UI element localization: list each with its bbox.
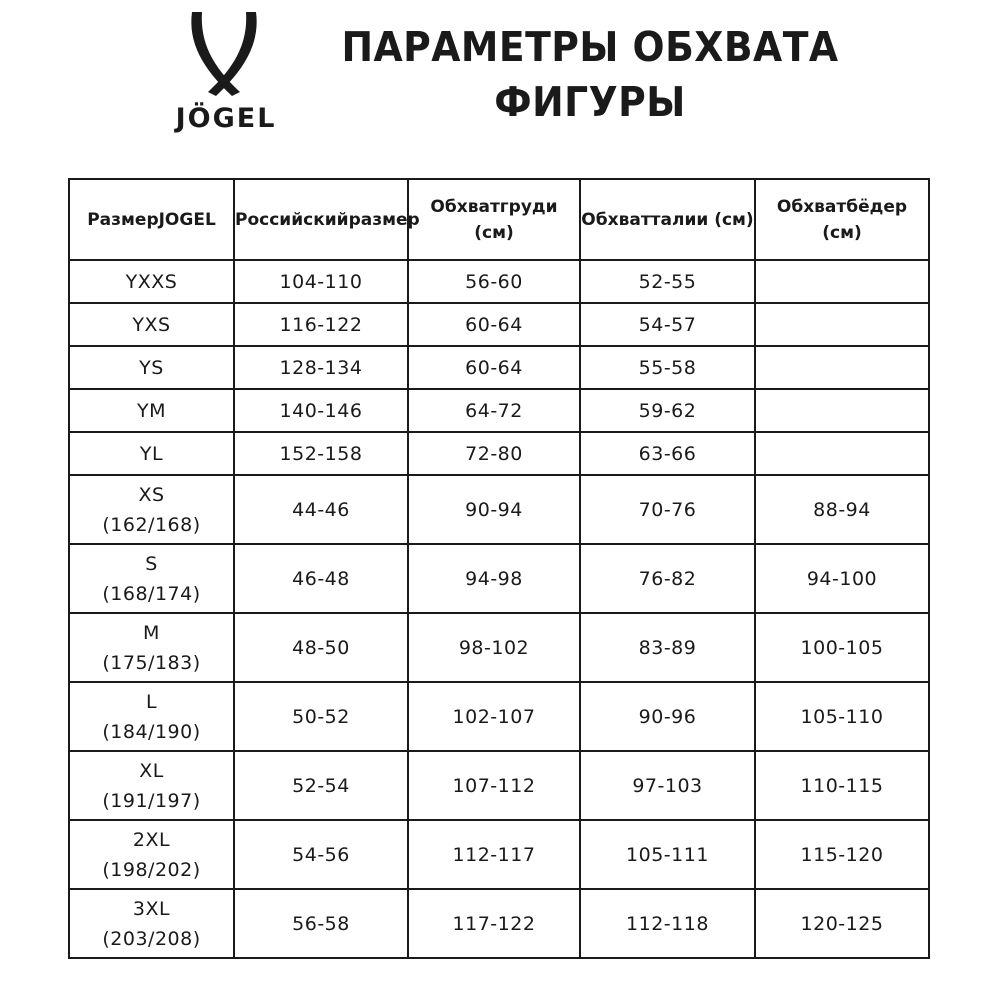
cell-hips: 88-94 xyxy=(755,475,929,544)
cell-size: YL xyxy=(69,432,234,475)
jogel-ribbon-icon xyxy=(184,8,264,100)
title-line-2: ФИГУРЫ xyxy=(494,78,686,126)
cell-ru: 44-46 xyxy=(234,475,408,544)
table-row xyxy=(69,889,929,958)
table-row xyxy=(69,346,929,389)
cell-ru: 56-58 xyxy=(234,889,408,958)
size-label: L xyxy=(145,690,158,713)
header-russian-size: Российскийразмер xyxy=(234,179,408,260)
cell-waist: 59-62 xyxy=(580,389,755,432)
page-title xyxy=(323,20,857,130)
height-range: (184/190) xyxy=(102,720,201,743)
cell-ru: 52-54 xyxy=(234,751,408,820)
cell-size xyxy=(69,820,234,889)
cell-hips xyxy=(755,346,929,389)
cell-waist: 55-58 xyxy=(580,346,755,389)
table-row xyxy=(69,544,929,613)
size-label: XS xyxy=(138,483,165,506)
cell-ru: 116-122 xyxy=(234,303,408,346)
brand-logo xyxy=(160,8,290,134)
cell-waist: 105-111 xyxy=(580,820,755,889)
cell-waist: 70-76 xyxy=(580,475,755,544)
height-range: (198/202) xyxy=(102,858,201,881)
size-chart-table xyxy=(68,178,930,959)
cell-waist: 97-103 xyxy=(580,751,755,820)
size-label: 2XL xyxy=(132,828,171,851)
cell-hips: 120-125 xyxy=(755,889,929,958)
cell-hips xyxy=(755,432,929,475)
cell-hips: 105-110 xyxy=(755,682,929,751)
table-row xyxy=(69,613,929,682)
size-label: XL xyxy=(139,759,164,782)
title-line-1: ПАРАМЕТРЫ ОБХВАТА xyxy=(341,23,839,71)
table-row xyxy=(69,820,929,889)
cell-waist: 54-57 xyxy=(580,303,755,346)
cell-hips: 115-120 xyxy=(755,820,929,889)
height-range: (162/168) xyxy=(102,513,201,536)
cell-chest: 94-98 xyxy=(408,544,580,613)
size-label: 3XL xyxy=(132,897,171,920)
cell-size: YS xyxy=(69,346,234,389)
cell-ru: 140-146 xyxy=(234,389,408,432)
size-label: M xyxy=(143,621,160,644)
cell-ru: 50-52 xyxy=(234,682,408,751)
cell-ru: 128-134 xyxy=(234,346,408,389)
cell-ru: 54-56 xyxy=(234,820,408,889)
cell-ru: 104-110 xyxy=(234,260,408,303)
size-label: S xyxy=(145,552,158,575)
cell-size xyxy=(69,889,234,958)
cell-hips xyxy=(755,303,929,346)
cell-chest: 56-60 xyxy=(408,260,580,303)
cell-size xyxy=(69,682,234,751)
table-row xyxy=(69,751,929,820)
cell-size: YM xyxy=(69,389,234,432)
cell-chest: 112-117 xyxy=(408,820,580,889)
cell-hips: 110-115 xyxy=(755,751,929,820)
header-hips: Обхватбёдер (см) xyxy=(755,179,929,260)
cell-ru: 46-48 xyxy=(234,544,408,613)
cell-waist: 90-96 xyxy=(580,682,755,751)
header-chest: Обхватгруди (см) xyxy=(408,179,580,260)
table-row xyxy=(69,432,929,475)
table-row xyxy=(69,303,929,346)
cell-size: YXS xyxy=(69,303,234,346)
table-header-row xyxy=(69,179,929,260)
cell-chest: 60-64 xyxy=(408,303,580,346)
table-row xyxy=(69,389,929,432)
cell-waist: 112-118 xyxy=(580,889,755,958)
cell-size xyxy=(69,751,234,820)
cell-size xyxy=(69,613,234,682)
cell-hips xyxy=(755,260,929,303)
height-range: (191/197) xyxy=(102,789,201,812)
cell-chest: 107-112 xyxy=(408,751,580,820)
cell-size: YXXS xyxy=(69,260,234,303)
cell-chest: 98-102 xyxy=(408,613,580,682)
header-waist: Обхватталии (см) xyxy=(580,179,755,260)
cell-chest: 60-64 xyxy=(408,346,580,389)
cell-chest: 117-122 xyxy=(408,889,580,958)
logo-text: JÖGEL xyxy=(175,103,277,134)
cell-waist: 52-55 xyxy=(580,260,755,303)
table-row xyxy=(69,682,929,751)
cell-chest: 90-94 xyxy=(408,475,580,544)
cell-waist: 63-66 xyxy=(580,432,755,475)
table-row xyxy=(69,260,929,303)
height-range: (203/208) xyxy=(102,927,201,950)
cell-chest: 102-107 xyxy=(408,682,580,751)
cell-ru: 152-158 xyxy=(234,432,408,475)
cell-hips xyxy=(755,389,929,432)
table-row xyxy=(69,475,929,544)
header-jogel-size: РазмерJOGEL xyxy=(69,179,234,260)
cell-chest: 64-72 xyxy=(408,389,580,432)
cell-ru: 48-50 xyxy=(234,613,408,682)
cell-waist: 83-89 xyxy=(580,613,755,682)
cell-size xyxy=(69,544,234,613)
height-range: (168/174) xyxy=(102,582,201,605)
cell-waist: 76-82 xyxy=(580,544,755,613)
cell-chest: 72-80 xyxy=(408,432,580,475)
cell-hips: 100-105 xyxy=(755,613,929,682)
height-range: (175/183) xyxy=(102,651,201,674)
cell-hips: 94-100 xyxy=(755,544,929,613)
cell-size xyxy=(69,475,234,544)
